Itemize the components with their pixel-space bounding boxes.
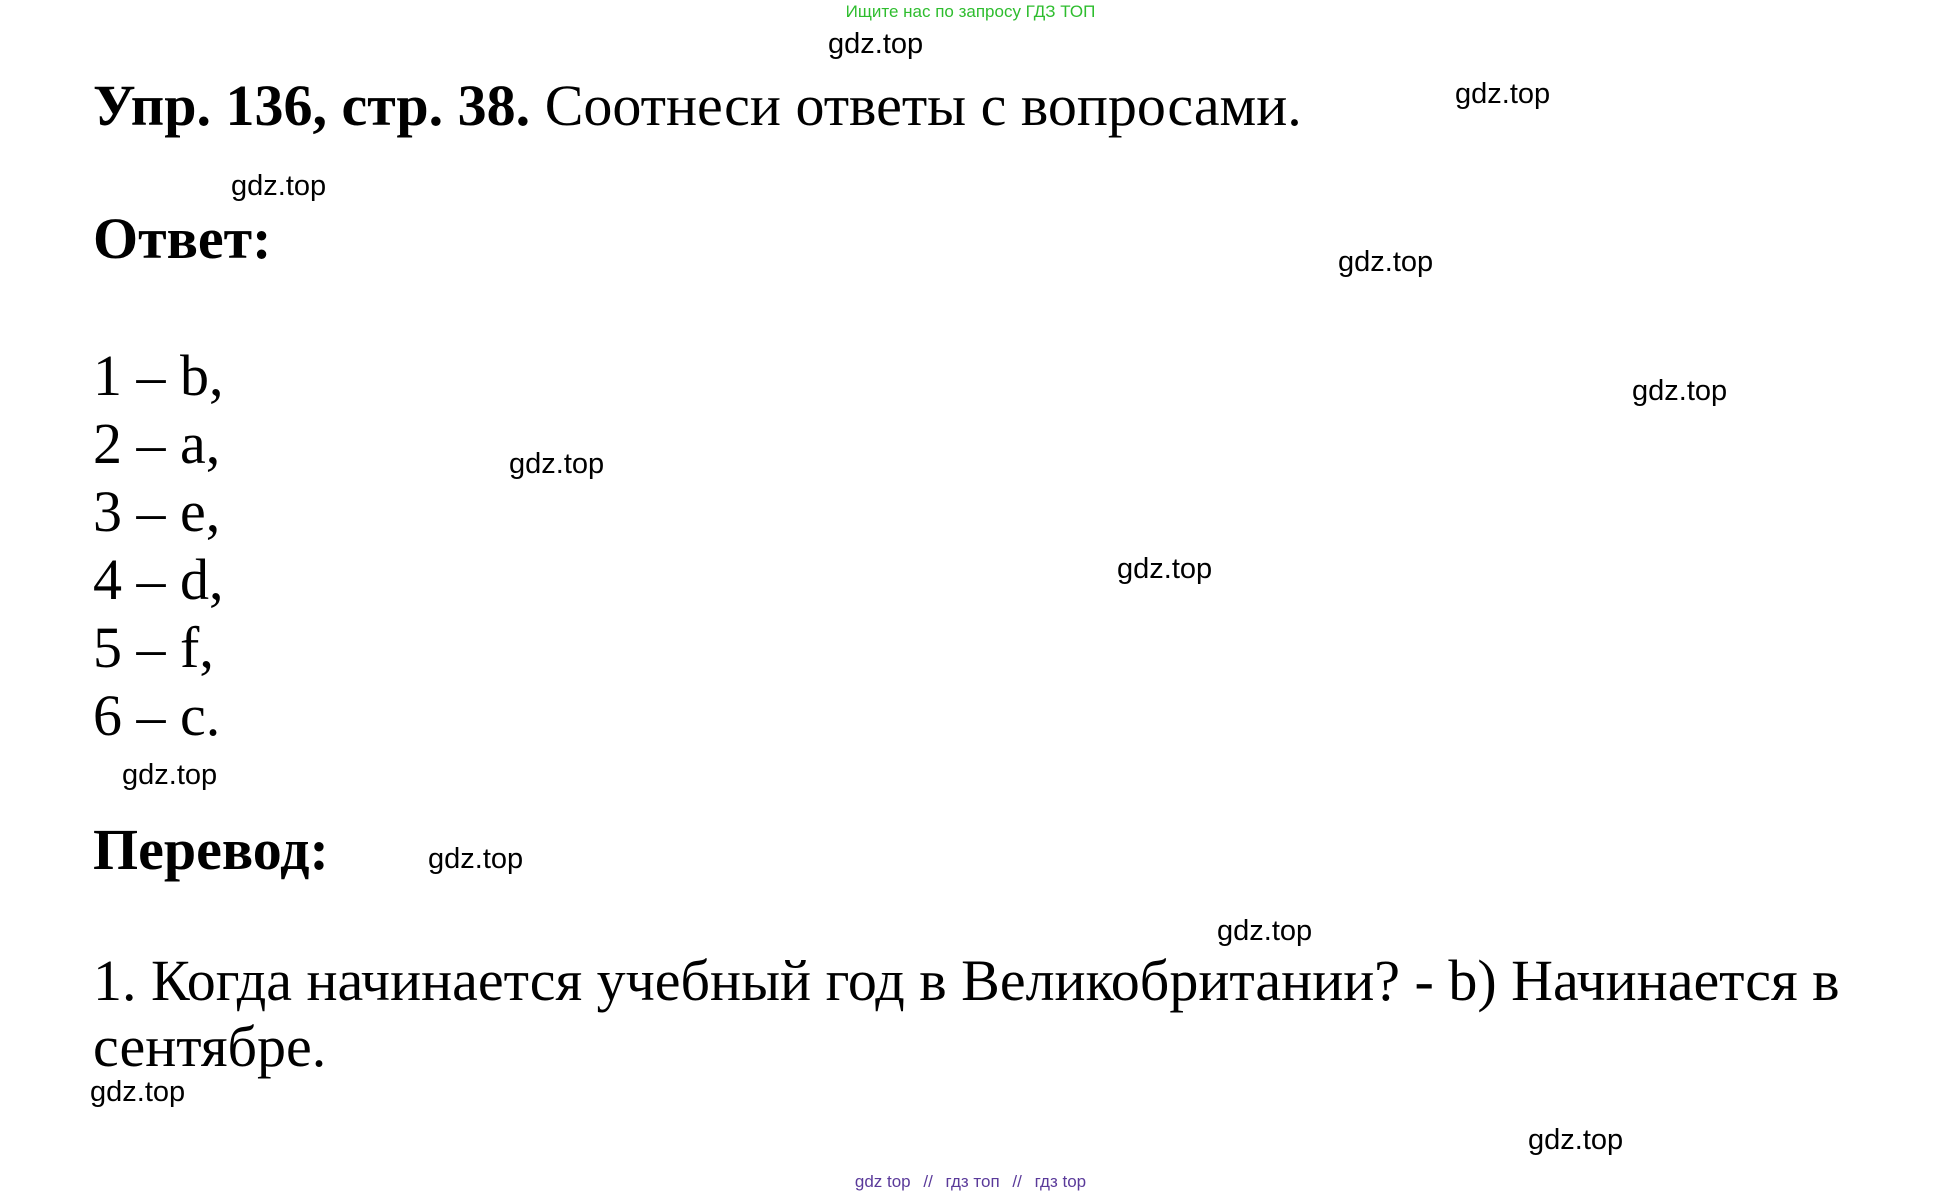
watermark: gdz.top <box>1455 78 1551 110</box>
footer-link[interactable]: гдз top <box>1034 1172 1087 1191</box>
exercise-number: Упр. 136, стр. 38. <box>93 73 531 138</box>
translation-heading: Перевод: <box>93 817 329 882</box>
footer-separator: // <box>1012 1172 1022 1191</box>
watermark: gdz.top <box>1338 246 1434 278</box>
watermark: gdz.top <box>828 28 924 60</box>
answer-item: 5 – f, <box>93 615 214 680</box>
answer-item: 2 – a, <box>93 411 221 476</box>
watermark: gdz.top <box>1217 915 1313 947</box>
answer-item: 1 – b, <box>93 343 224 408</box>
footer-link[interactable]: gdz top <box>854 1172 911 1191</box>
exercise-title <box>93 72 1302 139</box>
exercise-instruction: Соотнеси ответы с вопросами. <box>530 73 1302 138</box>
watermark: gdz.top <box>1117 553 1213 585</box>
answer-list <box>93 342 224 750</box>
answer-item: 6 – c. <box>93 683 221 748</box>
watermark: gdz.top <box>509 448 605 480</box>
watermark: gdz.top <box>122 759 218 791</box>
watermark: gdz.top <box>231 170 327 202</box>
translation-text: 1. Когда начинается учебный год в Великобритании? - b) Начинается в сентябре. <box>93 948 1840 1079</box>
watermark: gdz.top <box>428 843 524 875</box>
answer-heading: Ответ: <box>93 206 272 271</box>
footer-separator: // <box>923 1172 933 1191</box>
answer-item: 3 – e, <box>93 479 221 544</box>
watermark: gdz.top <box>1632 375 1728 407</box>
footer-links <box>0 1172 1941 1192</box>
watermark: gdz.top <box>90 1076 186 1108</box>
watermark: gdz.top <box>1528 1124 1624 1156</box>
answer-item: 4 – d, <box>93 547 224 612</box>
search-banner: Ищите нас по запросу ГДЗ ТОП <box>845 2 1096 21</box>
footer-link[interactable]: гдз топ <box>945 1172 1000 1191</box>
